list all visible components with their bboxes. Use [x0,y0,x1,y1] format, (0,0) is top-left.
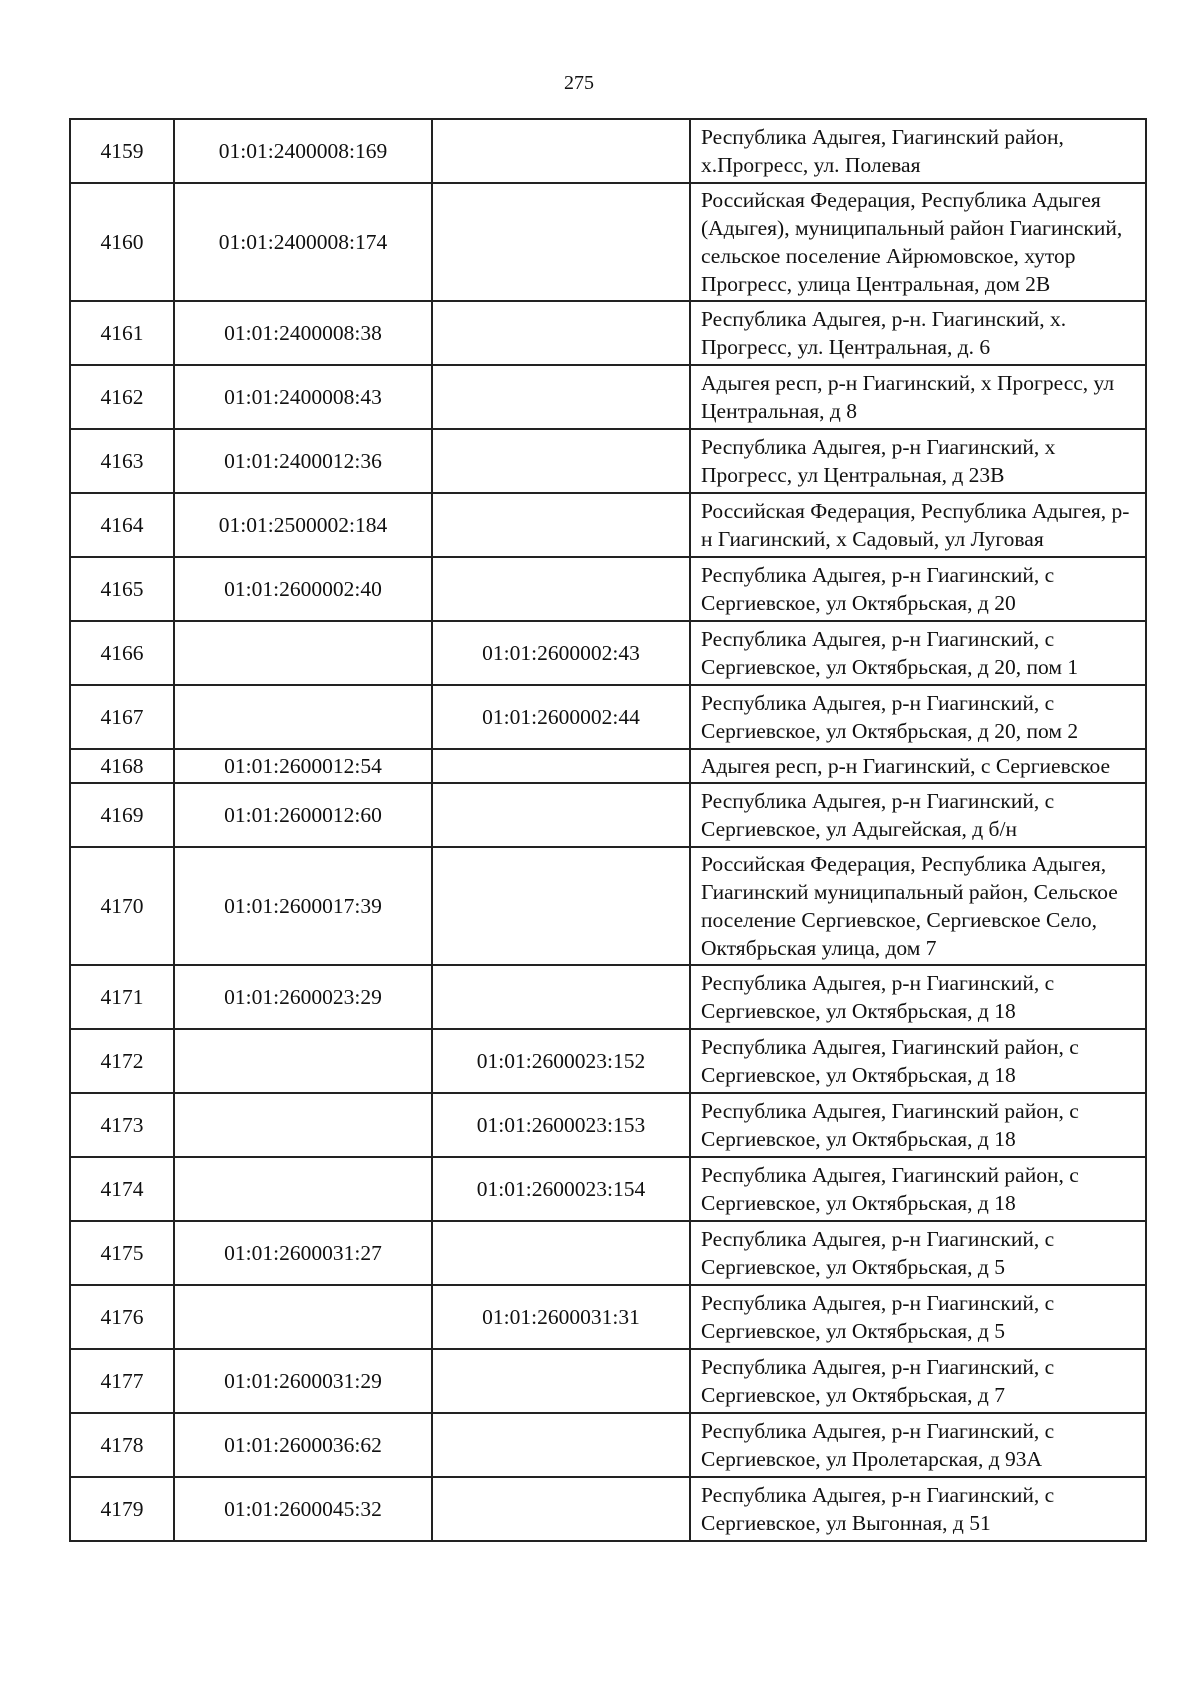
object-cadastral-number-cell: 01:01:2600023:154 [432,1157,690,1221]
table-row [70,1413,1146,1477]
address-cell: Республика Адыгея, р-н Гиагинский, с Сергиевское, ул Адыгейская, д б/н [690,783,1146,847]
table-row [70,183,1146,301]
row-number-cell: 4171 [70,965,174,1029]
object-cadastral-number-cell [432,749,690,783]
object-cadastral-number-cell [432,183,690,301]
row-number-cell: 4178 [70,1413,174,1477]
object-cadastral-number-cell [432,557,690,621]
land-cadastral-number-cell: 01:01:2600012:60 [174,783,432,847]
object-cadastral-number-cell [432,119,690,183]
land-cadastral-number-cell: 01:01:2400008:169 [174,119,432,183]
land-cadastral-number-cell [174,1029,432,1093]
address-cell: Республика Адыгея, Гиагинский район, с Сергиевское, ул Октябрьская, д 18 [690,1157,1146,1221]
address-cell: Республика Адыгея, р-н. Гиагинский, х. Прогресс, ул. Центральная, д. 6 [690,301,1146,365]
row-number-cell: 4169 [70,783,174,847]
address-cell: Российская Федерация, Республика Адыгея (Адыгея), муниципальный район Гиагинский, сельское поселение Айрюмовское, хутор Прогресс, улица Центральная, дом 2В [690,183,1146,301]
land-cadastral-number-cell [174,1157,432,1221]
table-row [70,429,1146,493]
row-number-cell: 4168 [70,749,174,783]
registry-table-body [70,119,1146,1541]
land-cadastral-number-cell: 01:01:2600002:40 [174,557,432,621]
page-number: 275 [564,72,594,94]
object-cadastral-number-cell: 01:01:2600002:44 [432,685,690,749]
object-cadastral-number-cell: 01:01:2600023:152 [432,1029,690,1093]
address-cell: Республика Адыгея, Гиагинский район, с Сергиевское, ул Октябрьская, д 18 [690,1093,1146,1157]
address-cell: Республика Адыгея, р-н Гиагинский, с Сергиевское, ул Октябрьская, д 20, пом 1 [690,621,1146,685]
table-row [70,1221,1146,1285]
row-number-cell: 4164 [70,493,174,557]
row-number-cell: 4172 [70,1029,174,1093]
address-cell: Республика Адыгея, р-н Гиагинский, с Сергиевское, ул Октябрьская, д 20 [690,557,1146,621]
address-cell: Республика Адыгея, р-н Гиагинский, с Сергиевское, ул Октябрьская, д 20, пом 2 [690,685,1146,749]
address-cell: Российская Федерация, Республика Адыгея, Гиагинский муниципальный район, Сельское поселение Сергиевское, Сергиевское Село, Октябрьская улица, дом 7 [690,847,1146,965]
row-number-cell: 4166 [70,621,174,685]
land-cadastral-number-cell: 01:01:2600031:29 [174,1349,432,1413]
land-cadastral-number-cell: 01:01:2400008:174 [174,183,432,301]
object-cadastral-number-cell [432,1477,690,1541]
address-cell: Республика Адыгея, р-н Гиагинский, с Сергиевское, ул Октябрьская, д 7 [690,1349,1146,1413]
table-row [70,965,1146,1029]
row-number-cell: 4163 [70,429,174,493]
table-row [70,1093,1146,1157]
land-cadastral-number-cell [174,1093,432,1157]
object-cadastral-number-cell [432,847,690,965]
land-cadastral-number-cell: 01:01:2600017:39 [174,847,432,965]
object-cadastral-number-cell [432,365,690,429]
address-cell: Российская Федерация, Республика Адыгея, р-н Гиагинский, х Садовый, ул Луговая [690,493,1146,557]
table-row [70,1285,1146,1349]
object-cadastral-number-cell [432,965,690,1029]
land-cadastral-number-cell [174,621,432,685]
land-cadastral-number-cell [174,685,432,749]
land-cadastral-number-cell: 01:01:2400008:43 [174,365,432,429]
object-cadastral-number-cell [432,493,690,557]
object-cadastral-number-cell: 01:01:2600031:31 [432,1285,690,1349]
address-cell: Республика Адыгея, р-н Гиагинский, с Сергиевское, ул Выгонная, д 51 [690,1477,1146,1541]
table-row [70,493,1146,557]
address-cell: Республика Адыгея, р-н Гиагинский, с Сергиевское, ул Октябрьская, д 5 [690,1285,1146,1349]
land-cadastral-number-cell: 01:01:2600036:62 [174,1413,432,1477]
land-cadastral-number-cell: 01:01:2600045:32 [174,1477,432,1541]
table-row [70,119,1146,183]
row-number-cell: 4165 [70,557,174,621]
row-number-cell: 4160 [70,183,174,301]
table-row [70,847,1146,965]
row-number-cell: 4177 [70,1349,174,1413]
object-cadastral-number-cell: 01:01:2600023:153 [432,1093,690,1157]
row-number-cell: 4170 [70,847,174,965]
table-row [70,365,1146,429]
address-cell: Адыгея респ, р-н Гиагинский, х Прогресс, ул Центральная, д 8 [690,365,1146,429]
row-number-cell: 4162 [70,365,174,429]
land-cadastral-number-cell: 01:01:2600023:29 [174,965,432,1029]
address-cell: Республика Адыгея, р-н Гиагинский, с Сергиевское, ул Пролетарская, д 93А [690,1413,1146,1477]
land-cadastral-number-cell [174,1285,432,1349]
land-cadastral-number-cell: 01:01:2600012:54 [174,749,432,783]
object-cadastral-number-cell: 01:01:2600002:43 [432,621,690,685]
object-cadastral-number-cell [432,1221,690,1285]
row-number-cell: 4167 [70,685,174,749]
table-row [70,1157,1146,1221]
object-cadastral-number-cell [432,429,690,493]
registry-table [69,118,1147,1542]
address-cell: Республика Адыгея, Гиагинский район, х.Прогресс, ул. Полевая [690,119,1146,183]
land-cadastral-number-cell: 01:01:2400008:38 [174,301,432,365]
row-number-cell: 4179 [70,1477,174,1541]
land-cadastral-number-cell: 01:01:2600031:27 [174,1221,432,1285]
table-row [70,1349,1146,1413]
table-row [70,621,1146,685]
address-cell: Республика Адыгея, р-н Гиагинский, х Прогресс, ул Центральная, д 23В [690,429,1146,493]
table-row [70,301,1146,365]
object-cadastral-number-cell [432,1413,690,1477]
table-row [70,685,1146,749]
row-number-cell: 4173 [70,1093,174,1157]
row-number-cell: 4176 [70,1285,174,1349]
row-number-cell: 4175 [70,1221,174,1285]
row-number-cell: 4161 [70,301,174,365]
table-row [70,557,1146,621]
address-cell: Республика Адыгея, р-н Гиагинский, с Сергиевское, ул Октябрьская, д 5 [690,1221,1146,1285]
object-cadastral-number-cell [432,783,690,847]
row-number-cell: 4159 [70,119,174,183]
address-cell: Адыгея респ, р-н Гиагинский, с Сергиевское [690,749,1146,783]
object-cadastral-number-cell [432,1349,690,1413]
object-cadastral-number-cell [432,301,690,365]
land-cadastral-number-cell: 01:01:2500002:184 [174,493,432,557]
address-cell: Республика Адыгея, р-н Гиагинский, с Сергиевское, ул Октябрьская, д 18 [690,965,1146,1029]
table-row [70,1477,1146,1541]
table-row [70,749,1146,783]
land-cadastral-number-cell: 01:01:2400012:36 [174,429,432,493]
table-row [70,783,1146,847]
address-cell: Республика Адыгея, Гиагинский район, с Сергиевское, ул Октябрьская, д 18 [690,1029,1146,1093]
table-row [70,1029,1146,1093]
row-number-cell: 4174 [70,1157,174,1221]
